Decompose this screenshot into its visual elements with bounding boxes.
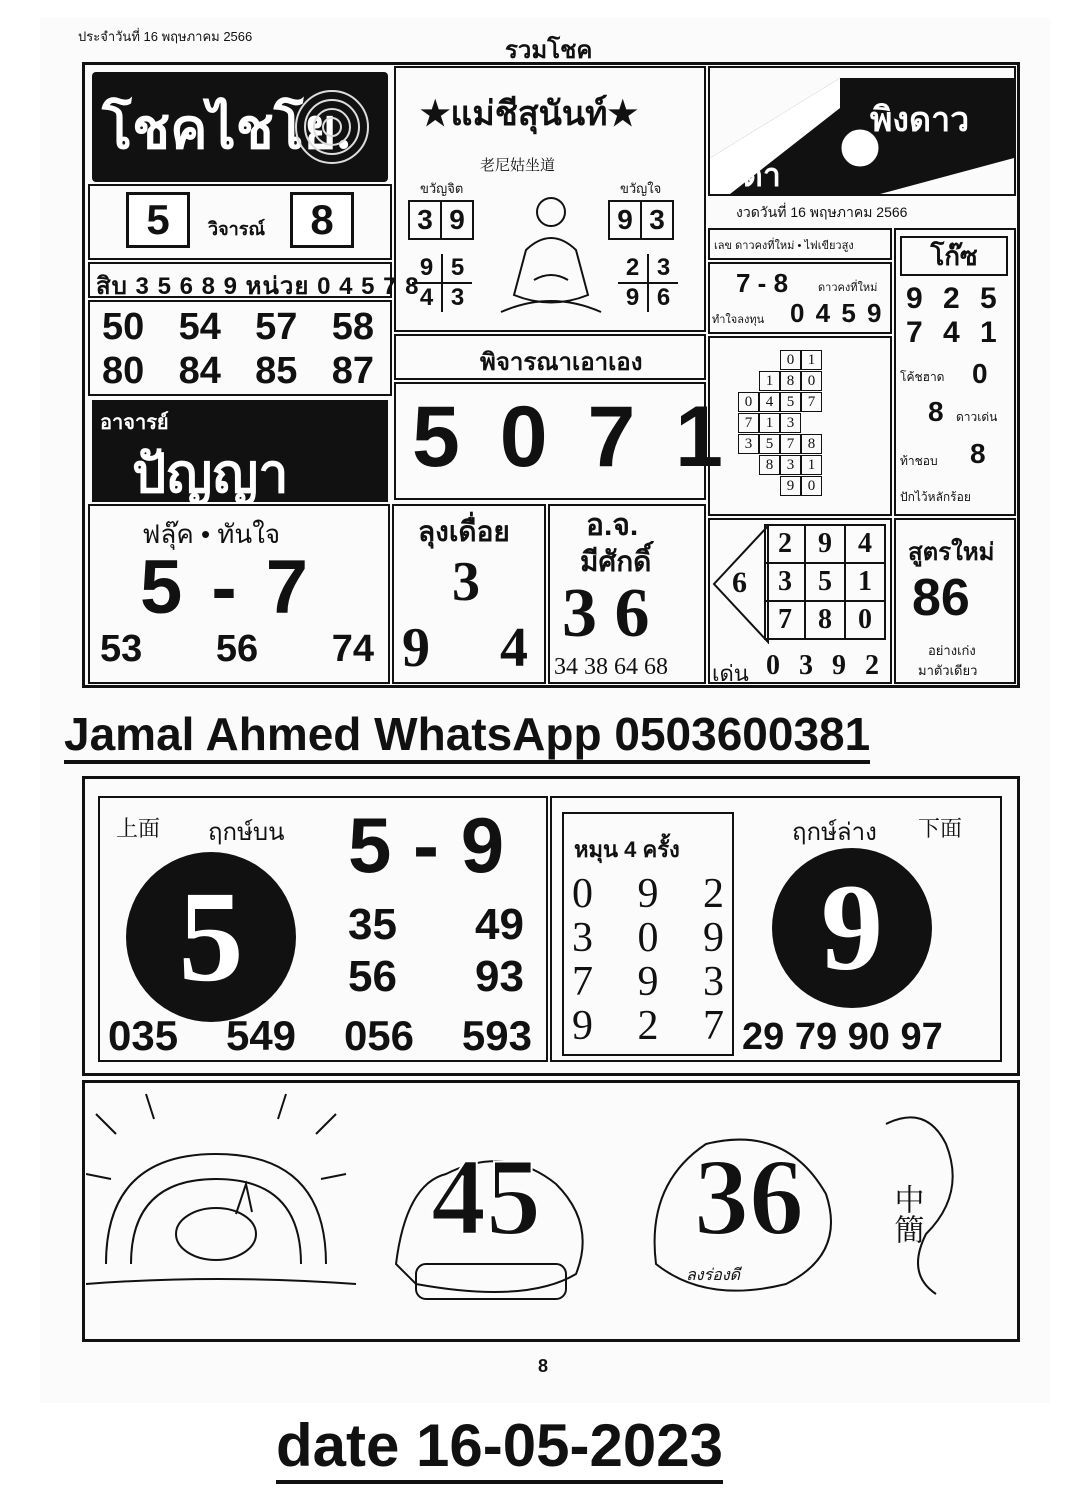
- cross-grid-row: [718, 476, 884, 497]
- cross-grid-row: [718, 413, 884, 434]
- khos-title: โก๊ซ: [900, 236, 1008, 276]
- digit: 7: [765, 601, 805, 639]
- digit: 9: [441, 201, 473, 239]
- cross-grid-cell: 7: [780, 434, 801, 454]
- footer-date: date 16-05-2023: [276, 1412, 723, 1484]
- header-date: ประจำวันที่ 16 พฤษภาคม 2566: [78, 29, 253, 44]
- khos-value-2: 8: [928, 396, 944, 427]
- num: 549: [225, 1012, 297, 1059]
- fluke-main: 5 - 7: [140, 545, 313, 630]
- cross-grid-cell: [738, 350, 759, 370]
- maeshi-right-grid: [618, 254, 678, 312]
- num: 54: [178, 306, 221, 348]
- mun-label: หมุน 4 ครั้ง: [574, 837, 680, 862]
- cross-grid-cell: [822, 392, 843, 412]
- aj-label-2: มีศักดิ์: [580, 546, 652, 577]
- page-number: 8: [538, 1356, 549, 1376]
- digit: 4: [412, 283, 442, 312]
- cross-grid-cell: [822, 455, 843, 475]
- low-label: ฤกษ์ล่าง: [792, 819, 877, 846]
- cross-grid-cell: [759, 476, 780, 496]
- cross-grid-cell: 4: [759, 392, 780, 412]
- num: 53: [100, 628, 143, 670]
- diamond-side: 6: [732, 566, 747, 599]
- pingdao-pair: 7 - 8: [736, 268, 789, 298]
- cross-grid-cell: [843, 476, 864, 496]
- digit: 1: [845, 563, 885, 601]
- cross-grid-cell: [822, 434, 843, 454]
- cross-grid-row: [718, 434, 884, 455]
- num: 50: [102, 306, 145, 348]
- digit: 9: [805, 525, 845, 563]
- digit: 9: [609, 201, 641, 239]
- pingdao-date: งวดวันที่ 16 พฤษภาคม 2566: [736, 204, 908, 220]
- num: 84: [178, 350, 221, 392]
- low-cn: 下面: [918, 816, 963, 841]
- cross-grid-cell: 7: [738, 413, 759, 433]
- khos-value-1: 0: [972, 358, 988, 389]
- cross-grid-cell: [843, 371, 864, 391]
- digit: 3: [442, 283, 472, 312]
- mun-digit: 9: [703, 915, 724, 961]
- cross-grid: [718, 350, 884, 497]
- num: 49: [475, 900, 524, 949]
- cross-grid-cell: 3: [738, 434, 759, 454]
- lung-left: 9: [402, 617, 430, 679]
- chokchai-label: วิจารณ์: [208, 219, 266, 239]
- mun-digit: 7: [572, 959, 593, 1005]
- maeshi-title: ★แม่ชีสุนันท์★: [420, 95, 639, 133]
- num: 35: [348, 900, 397, 949]
- digit: 2: [765, 525, 805, 563]
- illustration-art: [86, 1084, 1016, 1338]
- cross-grid-cell: 1: [801, 350, 822, 370]
- num: 85: [255, 350, 298, 392]
- num: 056: [343, 1012, 415, 1059]
- digit: 2: [618, 254, 648, 283]
- top-cn: 上面: [116, 816, 161, 841]
- low-nums: 29 79 90 97: [742, 1016, 943, 1058]
- digit: 5: [805, 563, 845, 601]
- mun-digit: 9: [637, 871, 659, 917]
- pingdao-pair-label: ดาวคงที่ใหม่: [818, 282, 878, 294]
- digit: 3: [648, 254, 678, 283]
- khos-row-2: 7 4 1: [906, 316, 1003, 349]
- cross-grid-cell: [843, 434, 864, 454]
- num: 80: [102, 350, 145, 392]
- cross-grid-row: [718, 455, 884, 476]
- aj-nums: 34 38 64 68: [554, 654, 668, 680]
- mun-digit: 9: [572, 1003, 593, 1049]
- cross-grid-cell: 0: [738, 392, 759, 412]
- num: 58: [331, 306, 374, 348]
- cross-grid-cell: 1: [759, 371, 780, 391]
- khos-label-2: ดาวเด่น: [956, 410, 998, 424]
- acharn-panya-banner: อาจารย์ ปัญญา: [92, 400, 388, 502]
- maeshi-left-grid: [412, 254, 472, 312]
- upper-pair: 5 - 9: [348, 801, 505, 889]
- khos-value-3: 8: [970, 438, 986, 469]
- digit: 3: [641, 201, 673, 239]
- cross-grid-cell: 0: [780, 350, 801, 370]
- mun-digit: 0: [572, 871, 593, 917]
- chokchai-digit-line: สิบ 3 5 6 8 9 หน่วย 0 4 5 7 8: [96, 273, 420, 300]
- cross-grid-cell: 3: [780, 413, 801, 433]
- mun-digit: 0: [637, 915, 659, 961]
- mun-row: [572, 1004, 724, 1048]
- mun-digit: 2: [637, 1003, 659, 1049]
- num: 56: [348, 952, 397, 1001]
- aj-label-1: อ.จ.: [586, 509, 639, 542]
- digit: 3: [765, 563, 805, 601]
- diamond-footer: 0 3 9 2: [766, 650, 885, 681]
- sutmai-foot-2: มาตัวเดียว: [918, 663, 978, 678]
- upper-twos-2: [348, 952, 524, 1002]
- cross-grid-cell: 5: [780, 392, 801, 412]
- cross-grid-cell: 5: [759, 434, 780, 454]
- chokchai-logo: โชคไชโย.: [92, 72, 388, 182]
- cross-grid-cell: [822, 350, 843, 370]
- mun-row: [572, 872, 724, 916]
- sutmai-foot-1: อย่างเก่ง: [928, 643, 976, 658]
- lung-label: ลุงเดื่อย: [418, 516, 510, 547]
- cross-grid-cell: [843, 455, 864, 475]
- watermark-contact: Jamal Ahmed WhatsApp 0503600381: [64, 708, 870, 764]
- cross-grid-cell: 8: [780, 371, 801, 391]
- cross-grid-cell: [822, 413, 843, 433]
- cross-grid-cell: 1: [801, 455, 822, 475]
- aj-main: 3 6: [562, 575, 650, 652]
- digit: 5: [442, 254, 472, 283]
- mun-digit: 7: [703, 1003, 724, 1049]
- digit: 9: [412, 254, 442, 283]
- sutmai-label: สูตรใหม่: [908, 539, 995, 566]
- chokchai-left-digit: 5: [126, 192, 190, 248]
- maeshi-right-label: ขวัญใจ: [620, 181, 662, 196]
- cross-grid-cell: [822, 476, 843, 496]
- khos-footer: ปักไว้หลักร้อย: [900, 490, 971, 504]
- art-number-1: 45: [431, 1136, 541, 1258]
- sutmai-value: 86: [912, 569, 970, 627]
- upper-threes: [108, 1012, 532, 1060]
- big-top-digit: 5: [126, 852, 296, 1022]
- cross-grid-cell: [738, 455, 759, 475]
- pingdao-banner-left: เรด้า: [714, 157, 781, 193]
- phicharana-number: 5 0 7 1: [412, 389, 731, 485]
- digit: 8: [805, 601, 845, 639]
- chokchai-row-2: [102, 350, 374, 393]
- mun-digit: 3: [703, 959, 724, 1005]
- digit: 9: [618, 283, 648, 312]
- num: 593: [461, 1012, 532, 1059]
- pingdao-row-digits: 0 4 5 9: [790, 298, 884, 328]
- diamond-grid: [764, 524, 886, 640]
- pingdao-row-label: ทำใจลงทุน: [712, 314, 765, 326]
- mun-digit: 9: [637, 959, 659, 1005]
- digit: 4: [845, 525, 885, 563]
- cross-grid-cell: 0: [801, 476, 822, 496]
- cross-grid-cell: 0: [801, 371, 822, 391]
- cross-grid-cell: [822, 371, 843, 391]
- art-cn: 中簡: [888, 1184, 924, 1244]
- mun-digit: 2: [703, 871, 724, 917]
- mun-row: [572, 916, 724, 960]
- cross-grid-cell: [801, 413, 822, 433]
- lung-right: 4: [500, 617, 528, 679]
- num: 87: [331, 350, 374, 392]
- khos-row-1: 9 2 5: [906, 282, 1003, 315]
- meditating-nun-icon: [496, 190, 606, 320]
- cross-grid-cell: [843, 392, 864, 412]
- cross-grid-cell: 8: [801, 434, 822, 454]
- cross-grid-cell: 7: [801, 392, 822, 412]
- cross-grid-cell: 1: [759, 413, 780, 433]
- cross-grid-cell: [738, 476, 759, 496]
- cross-grid-row: [718, 371, 884, 392]
- num: 74: [331, 628, 374, 670]
- num: 93: [475, 952, 524, 1001]
- mun-row: [572, 960, 724, 1004]
- num: 035: [108, 1012, 179, 1059]
- big-low-digit: 9: [772, 848, 932, 1008]
- cross-grid-cell: 3: [780, 455, 801, 475]
- maeshi-cn: 老尼姑坐道: [480, 157, 556, 174]
- num: 56: [215, 628, 259, 670]
- phicharana-label: พิจารณาเอาเอง: [480, 349, 643, 376]
- chokchai-row-1: [102, 306, 374, 349]
- maeshi-left-pair: [408, 200, 474, 240]
- pingdao-banner-text: พิงดาว: [870, 101, 970, 139]
- cross-grid-cell: [843, 350, 864, 370]
- khos-label-1: โค้ชฮาด: [900, 370, 945, 384]
- digit: 6: [648, 283, 678, 312]
- cross-grid-row: [718, 350, 884, 371]
- cross-grid-cell: [759, 350, 780, 370]
- spiral-icon: [292, 87, 372, 167]
- cross-grid-cell: 8: [759, 455, 780, 475]
- cross-grid-row: [718, 392, 884, 413]
- cross-grid-cell: [738, 371, 759, 391]
- cross-grid-cell: [843, 413, 864, 433]
- digit: 3: [409, 201, 441, 239]
- pingdao-sub: เลข ดาวคงที่ใหม่ • ไฟเขียวสูง: [714, 240, 854, 252]
- fluke-nums: [100, 628, 374, 671]
- lung-top: 3: [452, 551, 480, 613]
- digit: 0: [845, 601, 885, 639]
- art-scribble: ลงร่องดี: [686, 1267, 741, 1284]
- chokchai-right-digit: 8: [290, 192, 354, 248]
- art-number-2: 36: [694, 1136, 804, 1258]
- mun-grid: [572, 872, 724, 1048]
- diamond-footer-label: เด่น: [712, 661, 749, 686]
- maeshi-right-pair: [608, 200, 674, 240]
- upper-twos-1: [348, 900, 524, 950]
- mun-digit: 3: [572, 915, 593, 961]
- fluke-label: ฟลุ๊ค • ทันใจ: [142, 519, 281, 549]
- top-label: ฤกษ์บน: [208, 819, 285, 846]
- khos-label-3: ท้าชอบ: [900, 454, 938, 468]
- header-title: รวมโชค: [505, 37, 593, 64]
- maeshi-left-label: ขวัญจิต: [420, 181, 464, 196]
- num: 57: [255, 306, 298, 348]
- cross-grid-cell: 9: [780, 476, 801, 496]
